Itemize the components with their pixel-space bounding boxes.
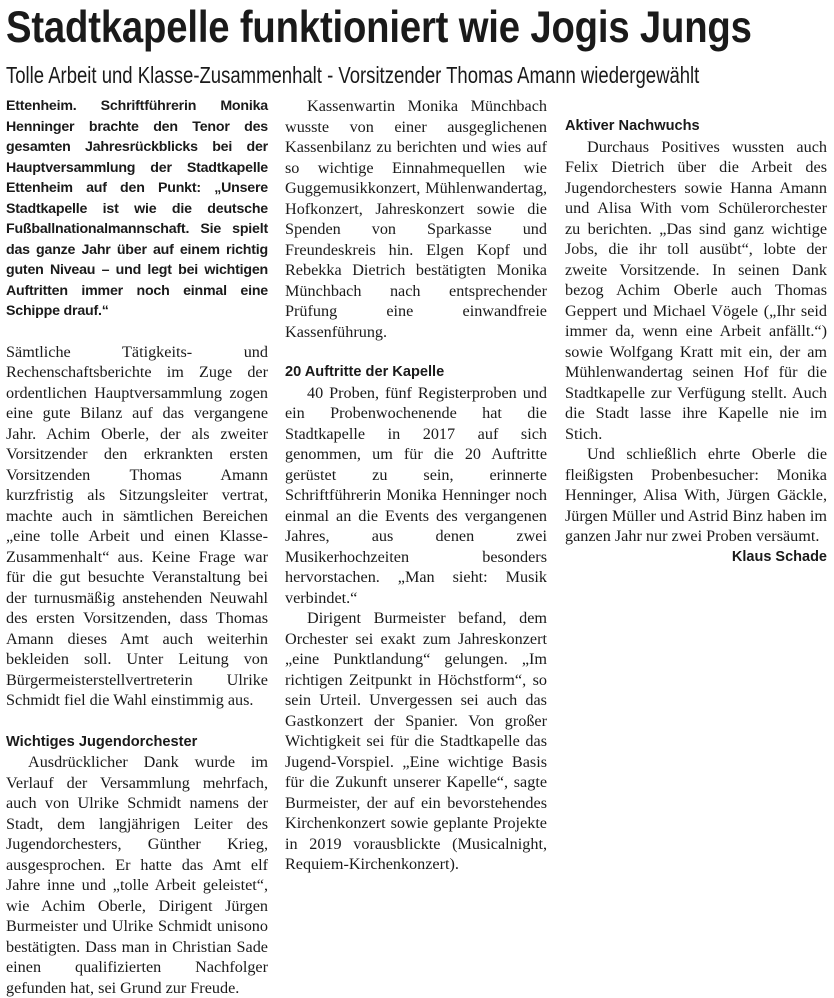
subtitle-young-talent: Aktiver Nachwuchs <box>565 118 700 134</box>
author-byline: Klaus Schade <box>731 548 827 565</box>
paragraph-thanks: Ausdrücklicher Dank wurde im Verlauf der Versammlung mehrfach, auch von Ulrike Schmidt namens der Stadt, dem langjährigen Leiter des Jugendorchesters, Günther Krieg, ausgesprochen. Er hatte das Amt elf Jahre inne und „tolle Arbeit geleistet“, wie Achim Oberle, Dirigent Jürgen Burmeister und Ulrike Schmidt unisono bestätigten. Dass man in Christian Sade einen qualifizierten Nachfolger gefunden hat, sei Grund zur Freude. <box>6 753 268 997</box>
headline: Stadtkapelle funktioniert wie Jogis Jungs <box>6 3 752 52</box>
paragraph-youth-work: Durchaus Positives wussten auch Felix Dietrich über die Arbeit des Jugendorchesters sowie Hanna Amann und Alisa With vom Schülerorchester zu berichten. „Das sind ganz wichtige Jobs, die ihr toll ausübt“, lobte der zweite Vorsitzende. In seinen Dank bezog Achim Oberle auch Thomas Geppert und Michael Vögele („Ihr seid immer da, wenn eine Arbeit anfällt.“) sowie Wolfgang Kratt mit ein, der am Mühlenwandertag seinen Hof für die Stadtkapelle zur Verfügung stellt. Auch die Stadt lasse ihre Kapelle nie im Stich. <box>565 137 827 443</box>
honors-text: Und schließlich ehrte Oberle die fleißigsten Probenbesucher: Monika Henninger, Alisa With, Jürgen Gäckle, Jürgen Müller und Astrid Binz haben im ganzen Jahr nur zwei Proben versäumt. <box>565 445 827 545</box>
paragraph-treasurer: Kassenwartin Monika Münchbach wusste von einer ausgeglichenen Kassenbilanz zu berichten und wies auf so wichtige Einnahmequellen wie Guggemusikkonzert, Mühlenwandertag, Hofkonzert, Jahreskonzert sowie die Spenden von Sparkasse und Freundeskreis hin. Elgen Kopf und Rebekka Dietrich bestätigten Monika Münchbach nach entsprechender Prüfung eine einwandfreie Kassenführung. <box>285 97 547 341</box>
lead-paragraph: Ettenheim. Schriftführerin Monika Henninger brachte den Tenor des gesamten Jahresrückblicks bei der Hauptversammlung der Stadtkapelle Ettenheim auf den Punkt: „Unsere Stadtkapelle ist wie die deutsche Fußballnationalmannschaft. Sie spielt das ganze Jahr über auf einem richtig guten Niveau – und legt bei wichtigen Auftritten immer noch einmal eine Schippe drauf.“ <box>6 98 268 319</box>
paragraph-gap <box>565 96 827 116</box>
article-column-1 <box>6 96 268 997</box>
paragraph-rehearsals: 40 Proben, fünf Registerproben und ein Probenwochenende hat die Stadtkapelle in 2017 auf sich genommen, um für die 20 Auftritte gerüstet zu sein, erinnerte Schriftführerin Monika Henninger noch einmal an die Events des vergangenen Jahres, aus denen zwei Musikerhochzeiten besonders hervorstachen. „Man sieht: Musik verbindet.“ <box>285 383 547 607</box>
article-column-3 <box>565 96 827 884</box>
article-column-2 <box>285 96 547 884</box>
paragraph-gap <box>6 711 268 732</box>
paragraph-conductor: Dirigent Burmeister befand, dem Orchester sei exakt zum Jahreskonzert „eine Punktlandung“ gelungen. „Im richtigen Zeitpunkt in Höchstform“, so sein Urteil. Unvergessen sei auch das Gastkonzert der Spanier. Von großer Wichtigkeit sei für die Stadtkapelle das Jugend-Vorspiel. „Eine wichtige Basis für die Zukunft unserer Kapelle“, sagte Burmeister, der auf ein bevorstehendes Kirchenkonzert sowie geplante Projekte in 2019 vorausblickte (Musicalnight, Requiem-Kirchenkonzert). <box>285 609 547 873</box>
subheadline: Tolle Arbeit und Klasse-Zusammenhalt - Vorsitzender Thomas Amann wiedergewählt <box>6 62 700 88</box>
paragraph-gap <box>6 322 268 342</box>
paragraph-honors <box>565 444 827 565</box>
subtitle-performances: 20 Auftritte der Kapelle <box>285 364 445 380</box>
paragraph-gap <box>285 342 547 362</box>
subtitle-youth-orchestra: Wichtiges Jugendorchester <box>6 733 198 750</box>
paragraph-election: Sämtliche Tätigkeits- und Rechenschaftsberichte im Zuge der ordentlichen Hauptversammlung zogen eine gute Bilanz auf das vergangene Jahr. Achim Oberle, der als zweiter Vorsitzender den erkrankten ersten Vorsitzenden Thomas Amann kurzfristig als Sitzungsleiter vertrat, machte auch in sämtlichen Bereichen „eine tolle Arbeit und einen Klasse-Zusammenhalt“ aus. Keine Frage war für die gut besuchte Veranstaltung bei der turnusmäßig anstehenden Neuwahl des ersten Vorsitzenden, dass Thomas Amann dieses Amt auch weiterhin bekleiden soll. Unter Leitung von Bürgermeisterstellvertreterin Ulrike Schmidt fiel die Wahl einstimmig aus. <box>6 342 268 709</box>
